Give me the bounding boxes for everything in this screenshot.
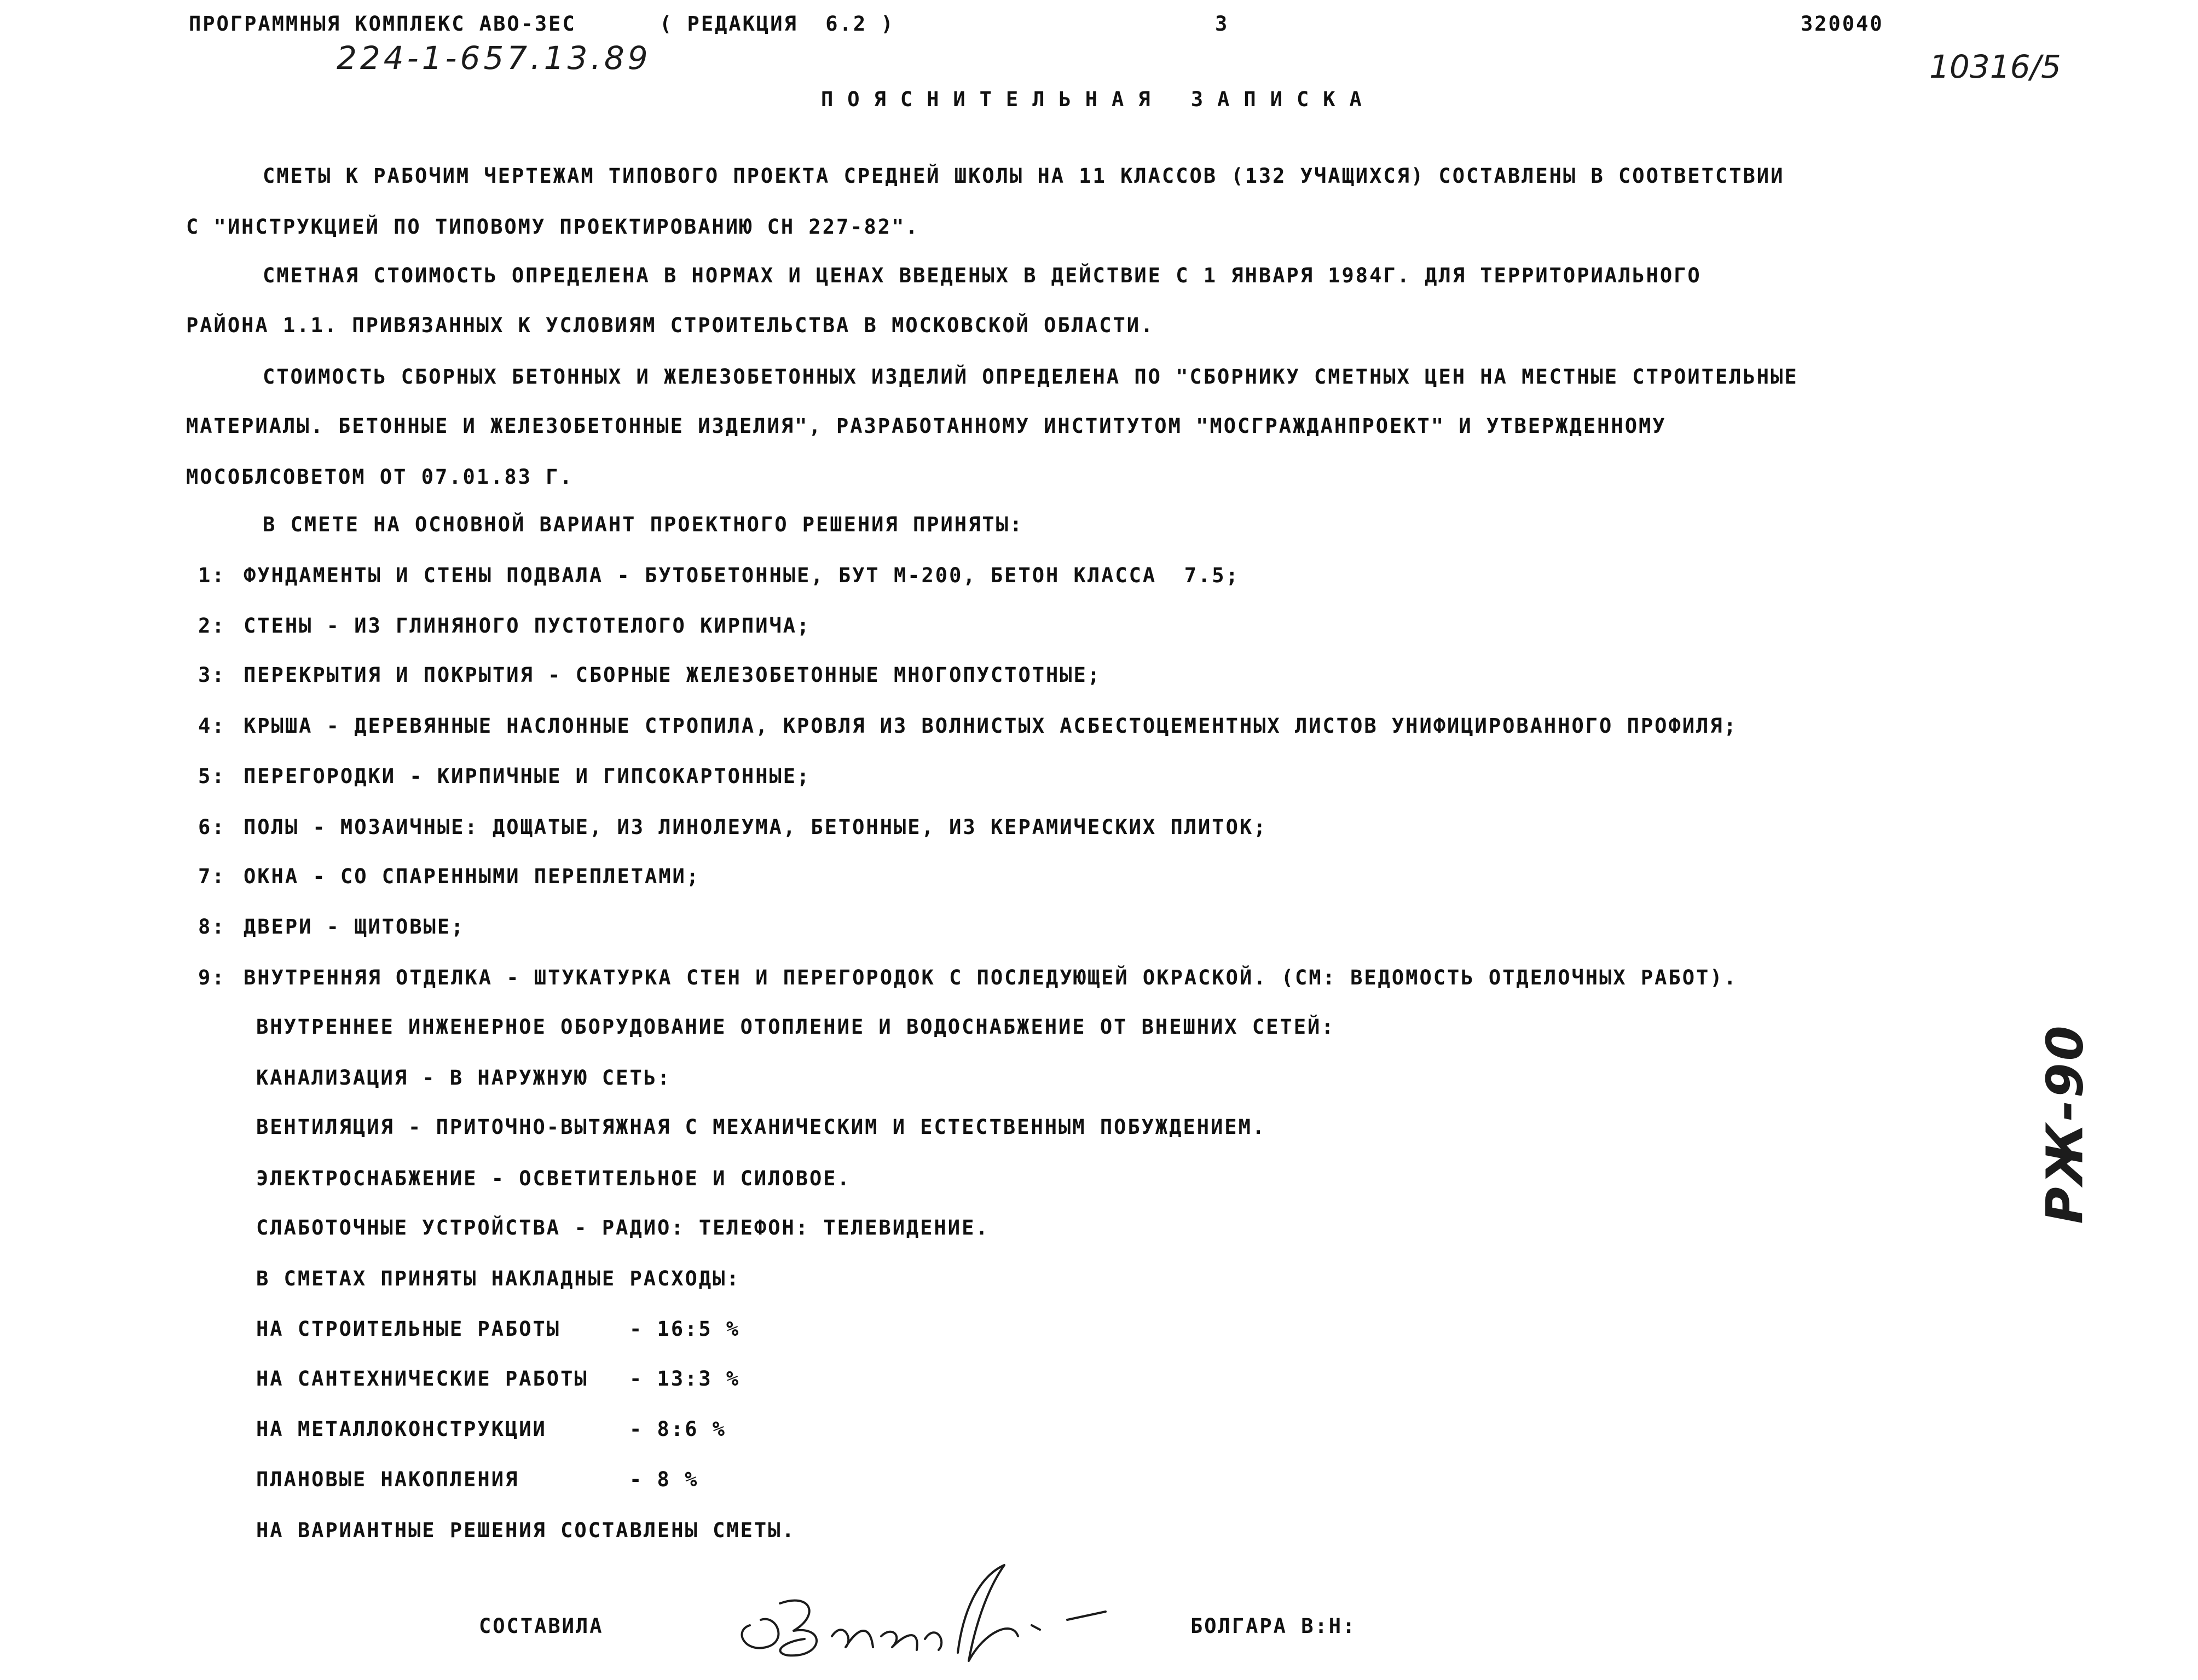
paragraph-line: МАТЕРИАЛЫ. БЕТОННЫЕ И ЖЕЛЕЗОБЕТОННЫЕ ИЗДЕЛИЯ", РАЗРАБОТАННОМУ ИНСТИТУТОМ "МОСГРАЖДАНПРОЕКТ" И УТВЕРЖДЕННОМУ xyxy=(186,414,1667,438)
edition-label: ( РЕДАКЦИЯ 6.2 ) xyxy=(660,12,895,36)
document-code: 320040 xyxy=(1801,12,1884,36)
paragraph-line: СМЕТНАЯ СТОИМОСТЬ ОПРЕДЕЛЕНА В НОРМАХ И ЦЕНАХ ВВЕДЕНЫХ В ДЕЙСТВИЕ С 1 ЯНВАРЯ 1984Г. ДЛЯ ТЕРРИТОРИАЛЬНОГО xyxy=(263,264,1702,287)
rate-label: ПЛАНОВЫЕ НАКОПЛЕНИЯ xyxy=(256,1468,519,1491)
list-item-number: 3: xyxy=(198,663,226,687)
rate-label: НА МЕТАЛЛОКОНСТРУКЦИИ xyxy=(256,1417,547,1441)
rate-label: НА СТРОИТЕЛЬНЫЕ РАБОТЫ xyxy=(256,1317,561,1341)
list-item-number: 2: xyxy=(198,614,226,638)
closing-line: НА ВАРИАНТНЫЕ РЕШЕНИЯ СОСТАВЛЕНЫ СМЕТЫ. xyxy=(256,1519,796,1542)
list-item: ПОЛЫ - МОЗАИЧНЫЕ: ДОЩАТЫЕ, ИЗ ЛИНОЛЕУМА, БЕТОННЫЕ, ИЗ КЕРАМИЧЕСКИХ ПЛИТОК; xyxy=(244,815,1268,839)
handwritten-sheet-number: 10316/5 xyxy=(1929,48,2061,85)
list-item: ПЕРЕКРЫТИЯ И ПОКРЫТИЯ - СБОРНЫЕ ЖЕЛЕЗОБЕТОННЫЕ МНОГОПУСТОТНЫЕ; xyxy=(244,663,1102,687)
list-item: ВНУТРЕННЯЯ ОТДЕЛКА - ШТУКАТУРКА СТЕН И ПЕРЕГОРОДОК С ПОСЛЕДУЮЩЕЙ ОКРАСКОЙ. (СМ: ВЕДОМОСТЬ ОТДЕЛОЧНЫХ РАБОТ). xyxy=(244,966,1738,989)
list-item-number: 7: xyxy=(198,865,226,888)
paragraph-line: СМЕТЫ К РАБОЧИМ ЧЕРТЕЖАМ ТИПОВОГО ПРОЕКТА СРЕДНЕЙ ШКОЛЫ НА 11 КЛАССОВ (132 УЧАЩИХСЯ) СОСТАВЛЕНЫ В СООТВЕТСТВИИ xyxy=(263,164,1785,188)
list-item-number: 5: xyxy=(198,764,226,788)
list-item-number: 9: xyxy=(198,966,226,989)
handwritten-signature xyxy=(728,1543,1122,1669)
rate-value: - 8 % xyxy=(629,1468,699,1491)
list-item: ОКНА - СО СПАРЕННЫМИ ПЕРЕПЛЕТАМИ; xyxy=(244,865,701,888)
rate-value: - 16:5 % xyxy=(629,1317,741,1341)
list-item-number: 1: xyxy=(198,564,226,587)
page-number: 3 xyxy=(1215,12,1229,36)
paragraph-line: МОСОБЛСОВЕТОМ ОТ 07.01.83 Г. xyxy=(186,465,574,489)
engineering-note: ЭЛЕКТРОСНАБЖЕНИЕ - ОСВЕТИТЕЛЬНОЕ И СИЛОВОЕ. xyxy=(256,1167,851,1190)
list-intro: В СМЕТЕ НА ОСНОВНОЙ ВАРИАНТ ПРОЕКТНОГО РЕШЕНИЯ ПРИНЯТЫ: xyxy=(263,513,1024,536)
list-item: СТЕНЫ - ИЗ ГЛИНЯНОГО ПУСТОТЕЛОГО КИРПИЧА; xyxy=(244,614,811,638)
signature-label: СОСТАВИЛА xyxy=(479,1614,604,1638)
overhead-intro: В СМЕТАХ ПРИНЯТЫ НАКЛАДНЫЕ РАСХОДЫ: xyxy=(256,1267,741,1290)
engineering-note: ВЕНТИЛЯЦИЯ - ПРИТОЧНО-ВЫТЯЖНАЯ С МЕХАНИЧЕСКИМ И ЕСТЕСТВЕННЫМ ПОБУЖДЕНИЕМ. xyxy=(256,1115,1266,1139)
list-item-number: 8: xyxy=(198,915,226,939)
list-item: ДВЕРИ - ЩИТОВЫЕ; xyxy=(244,915,465,939)
list-item-number: 6: xyxy=(198,815,226,839)
paragraph-line: РАЙОНА 1.1. ПРИВЯЗАННЫХ К УСЛОВИЯМ СТРОИТЕЛЬСТВА В МОСКОВСКОЙ ОБЛАСТИ. xyxy=(186,314,1155,337)
list-item: ФУНДАМЕНТЫ И СТЕНЫ ПОДВАЛА - БУТОБЕТОННЫЕ, БУТ М-200, БЕТОН КЛАССА 7.5; xyxy=(244,564,1240,587)
list-item: ПЕРЕГОРОДКИ - КИРПИЧНЫЕ И ГИПСОКАРТОННЫЕ; xyxy=(244,764,811,788)
rate-value: - 13:3 % xyxy=(629,1367,741,1391)
page-title: ПОЯСНИТЕЛЬНАЯ ЗАПИСКА xyxy=(821,88,1376,111)
paragraph-line: СТОИМОСТЬ СБОРНЫХ БЕТОННЫХ И ЖЕЛЕЗОБЕТОННЫХ ИЗДЕЛИЙ ОПРЕДЕЛЕНА ПО "СБОРНИКУ СМЕТНЫХ ЦЕН НА МЕСТНЫЕ СТРОИТЕЛЬНЫЕ xyxy=(263,365,1798,389)
engineering-note: КАНАЛИЗАЦИЯ - В НАРУЖНУЮ СЕТЬ: xyxy=(256,1066,672,1090)
list-item: КРЫША - ДЕРЕВЯННЫЕ НАСЛОННЫЕ СТРОПИЛА, КРОВЛЯ ИЗ ВОЛНИСТЫХ АСБЕСТОЦЕМЕНТНЫХ ЛИСТОВ УНИФИЦИРОВАННОГО ПРОФИЛЯ; xyxy=(244,714,1738,738)
list-item-number: 4: xyxy=(198,714,226,738)
paragraph-line: С "ИНСТРУКЦИЕЙ ПО ТИПОВОМУ ПРОЕКТИРОВАНИЮ СН 227-82". xyxy=(186,215,919,239)
engineering-note: СЛАБОТОЧНЫЕ УСТРОЙСТВА - РАДИО: ТЕЛЕФОН: ТЕЛЕВИДЕНИЕ. xyxy=(256,1216,990,1239)
rate-value: - 8:6 % xyxy=(629,1417,726,1441)
handwritten-project-code: 224-1-657.13.89 xyxy=(337,39,651,77)
program-name: ПРОГРАММНЫЯ КОМПЛЕКС АВО-ЗЕС xyxy=(189,12,576,36)
engineering-note: ВНУТРЕННЕЕ ИНЖЕНЕРНОЕ ОБОРУДОВАНИЕ ОТОПЛЕНИЕ И ВОДОСНАБЖЕНИЕ ОТ ВНЕШНИХ СЕТЕЙ: xyxy=(256,1015,1335,1039)
rate-label: НА САНТЕХНИЧЕСКИЕ РАБОТЫ xyxy=(256,1367,588,1391)
handwritten-side-mark: РЖ-90 xyxy=(2035,1023,2095,1224)
signatory-name: БОЛГАРА В:Н: xyxy=(1190,1614,1357,1638)
